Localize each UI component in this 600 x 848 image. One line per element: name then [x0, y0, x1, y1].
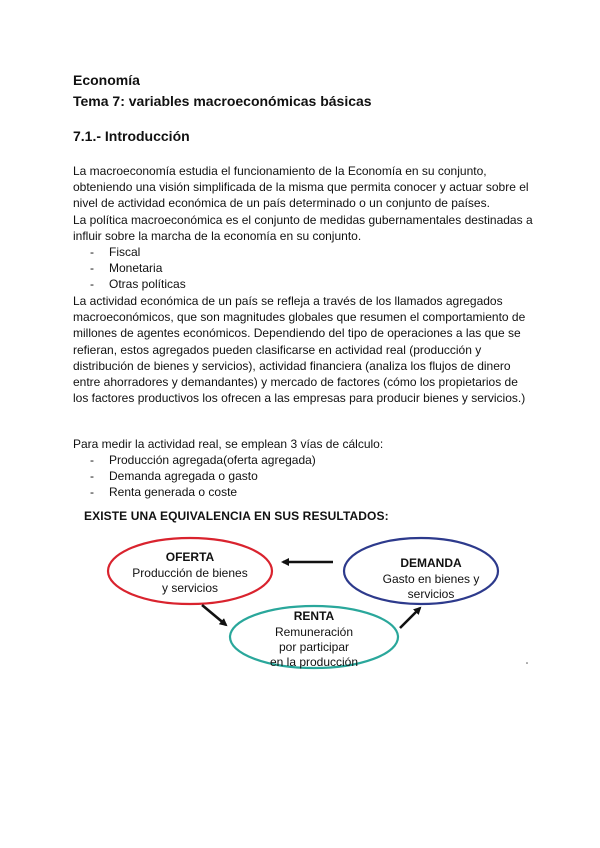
renta-line1: Remuneración: [274, 625, 354, 639]
renta-line2: por participar: [278, 640, 350, 654]
equivalence-heading: EXISTE UNA EQUIVALENCIA EN SUS RESULTADOS:: [84, 509, 389, 523]
list-item: - Otras políticas: [90, 277, 186, 292]
paragraph-politica: La política macroeconómica es el conjunto de medidas gubernamentales destinadas a influir sobre la marcha de la economía en su conjunto.: [73, 213, 533, 244]
paragraph-medir: Para medir la actividad real, se emplean 3 vías de cálculo:: [73, 437, 384, 451]
arrow-renta-to-demanda: [400, 608, 420, 628]
topic-title: Tema 7: variables macroeconómicas básicas: [73, 93, 372, 109]
oferta-title: OFERTA: [165, 550, 215, 564]
renta-line3: en la producción: [269, 655, 359, 669]
demanda-line2: servicios: [407, 587, 455, 601]
paragraph-agregados: La actividad económica de un país se refleja a través de los llamados agregados macroeconómicos, que son magnitudes globales que resumen el comportamiento de millones de agentes económicos. Dependiendo del tipo de operaciones a las que se refieran, estos agregados pueden clasificarse en actividad real (producción y distribución de bienes y servicios), actividad financiera (analiza los flujos de dinero entre ahorradores y demandantes) y mercado de factores (cómo los propietarios de los factores productivos los ofrecen a las empresas para producir bienes y servicios.): [73, 294, 526, 406]
oferta-line1: Producción de bienes: [132, 566, 248, 580]
list-item: - Fiscal: [90, 245, 141, 259]
list-item: - Demanda agregada o gasto: [90, 469, 258, 484]
stray-dot: [526, 662, 528, 664]
list-item: - Producción agregada(oferta agregada): [90, 453, 316, 467]
subject-title: Economía: [73, 72, 140, 88]
section-heading: 7.1.- Introducción: [73, 128, 190, 144]
list-item: - Monetaria: [90, 261, 163, 276]
paragraph-macroeconomia: La macroeconomía estudia el funcionamiento de la Economía en su conjunto, obteniendo una visión simplificada de la misma que permita conocer y actuar sobre el nivel de actividad económica de un país determinado o un conjunto de países.: [73, 164, 529, 211]
arrow-oferta-to-renta: [202, 605, 226, 625]
oferta-line2: y servicios: [161, 581, 219, 595]
demanda-line1: Gasto en bienes y: [382, 572, 480, 586]
list-item: - Renta generada o coste: [90, 485, 238, 500]
demanda-title: DEMANDA: [400, 556, 462, 570]
renta-title: RENTA: [293, 609, 335, 623]
